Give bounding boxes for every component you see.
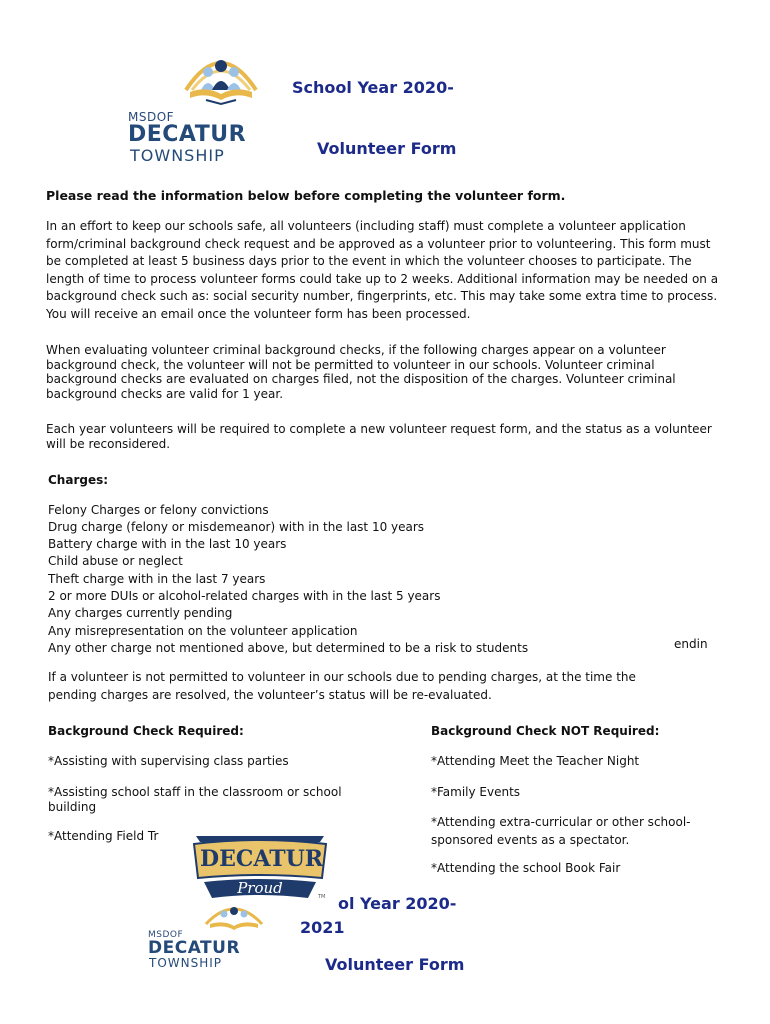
pending-note: If a volunteer is not permitted to volunteer in our schools due to pending charges, at the time the pending charges are resolved, the volunteer’s status will be re-evaluated. [48,670,636,702]
not-required-item: *Attending extra-curricular or other school-sponsored events as a spectator. [431,815,691,847]
logo-township-text-small: TOWNSHIP [149,956,223,970]
logo-graphic-small [204,900,264,930]
required-item: *Attending Field Tr [48,829,159,843]
stray-text-fragment: endin [674,637,708,651]
title-volunteer-form: Volunteer Form [317,139,457,158]
logo-msd-text-small: MSDOF [148,930,184,940]
logo-township-text: TOWNSHIP [130,146,225,165]
not-required-heading: Background Check NOT Required: [431,724,660,738]
intro-paragraph-3: Each year volunteers will be required to complete a new volunteer request form, and the status as a volunteer will be reconsidered. [46,422,712,451]
required-item: *Assisting school staff in the classroom or school building [48,785,342,814]
logo-graphic [184,50,258,106]
charge-item: Battery charge with in the last 10 years [48,537,287,551]
logo-decatur-text-small: DECATUR [148,938,241,958]
district-logo-small [146,900,276,972]
charge-item: Any misrepresentation on the volunteer application [48,624,358,638]
logo-decatur-text: DECATUR [128,122,247,147]
logo-msd-text: MSDOF [128,110,175,124]
charge-item: Any other charge not mentioned above, but determined to be a risk to students [48,641,529,655]
district-logo [126,50,261,168]
proud-decatur-text: DECATUR [200,846,324,872]
not-required-item: *Attending Meet the Teacher Night [431,754,640,768]
trademark-mark: TM [318,894,326,900]
proud-script-text: Proud [237,879,283,897]
charge-item: Any charges currently pending [48,606,233,620]
charge-item: Theft charge with in the last 7 years [48,572,266,586]
bottom-year-end: 2021 [300,918,345,937]
charge-item: Drug charge (felony or misdemeanor) with in the last 10 years [48,520,425,534]
charge-item: Felony Charges or felony convictions [48,503,269,517]
not-required-item: *Attending the school Book Fair [431,861,621,875]
decatur-proud-logo [190,832,330,902]
intro-paragraph-1: In an effort to keep our schools safe, all volunteers (including staff) must complete a volunteer application form/criminal background check request and be approved as a volunteer prior to volunteering. This form must be completed at least 5 business days prior to the event in which the volunteer chooses to participate. The length of time to process volunteer forms could take up to 2 weeks. Additional information may be needed on a background check such as: social security number, fingerprints, etc. This may take some extra time to process. You will receive an email once the volunteer form has been processed. [46,219,719,321]
not-required-item: *Family Events [431,785,521,799]
intro-paragraph-2: When evaluating volunteer criminal background checks, if the following charges appear on a volunteer background check, the volunteer will not be permitted to volunteer in our schools. Volunteer criminal background checks are evaluated on charges filed, not the disposition of the charges. Volunteer criminal background checks are valid for 1 year. [46,343,676,401]
charge-item: Child abuse or neglect [48,554,183,568]
required-heading: Background Check Required: [48,724,244,738]
title-school-year: School Year 2020- [292,78,454,97]
charge-item: 2 or more DUIs or alcohol-related charges with in the last 5 years [48,589,441,603]
required-item: *Assisting with supervising class parties [48,754,289,768]
charges-heading: Charges: [48,473,109,487]
bottom-volunteer-form: Volunteer Form [325,955,465,974]
intro-heading: Please read the information below before completing the volunteer form. [46,188,566,203]
bottom-title-fragment: ol Year 2020- [338,894,457,913]
